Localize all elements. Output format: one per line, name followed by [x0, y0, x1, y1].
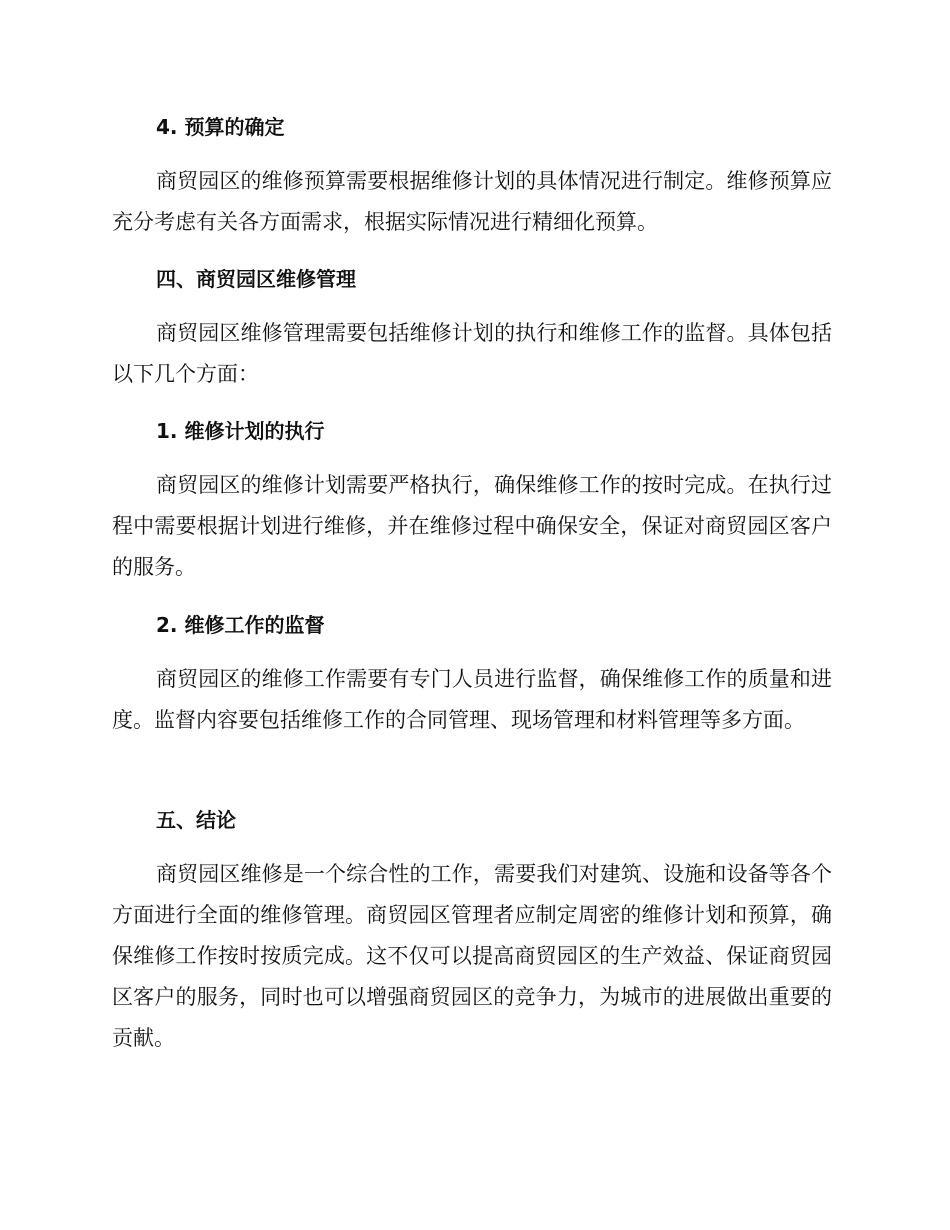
paragraph-budget: 商贸园区的维修预算需要根据维修计划的具体情况进行制定。维修预算应充分考虑有关各方面需求，根据实际情况进行精细化预算。	[112, 169, 832, 234]
paragraph-plan-execution: 商贸园区的维修计划需要严格执行，确保维修工作的按时完成。在执行过程中需要根据计划进行维修，并在维修过程中确保安全，保证对商贸园区客户的服务。	[112, 473, 832, 579]
paragraph-maintenance-management: 商贸园区维修管理需要包括维修计划的执行和维修工作的监督。具体包括以下几个方面：	[112, 321, 832, 386]
paragraph-supervision: 商贸园区的维修工作需要有专门人员进行监督，确保维修工作的质量和进度。监督内容要包括维修工作的合同管理、现场管理和材料管理等多方面。	[112, 667, 832, 732]
paragraph-conclusion: 商贸园区维修是一个综合性的工作，需要我们对建筑、设施和设备等各个方面进行全面的维修管理。商贸园区管理者应制定周密的维修计划和预算，确保维修工作按时按质完成。这不仅可以提高商贸园区的生产效益、保证商贸园区客户的服务，同时也可以增强商贸园区的竞争力，为城市的进展做出重要的贡献。	[112, 862, 832, 1050]
section-heading-supervision: 2. 维修工作的监督	[156, 613, 325, 637]
section-heading-budget: 4. 预算的确定	[156, 115, 285, 139]
section-heading-plan-execution: 1. 维修计划的执行	[156, 419, 325, 443]
section-heading-maintenance-management: 四、商贸园区维修管理	[156, 267, 356, 291]
section-heading-conclusion: 五、结论	[156, 808, 236, 832]
